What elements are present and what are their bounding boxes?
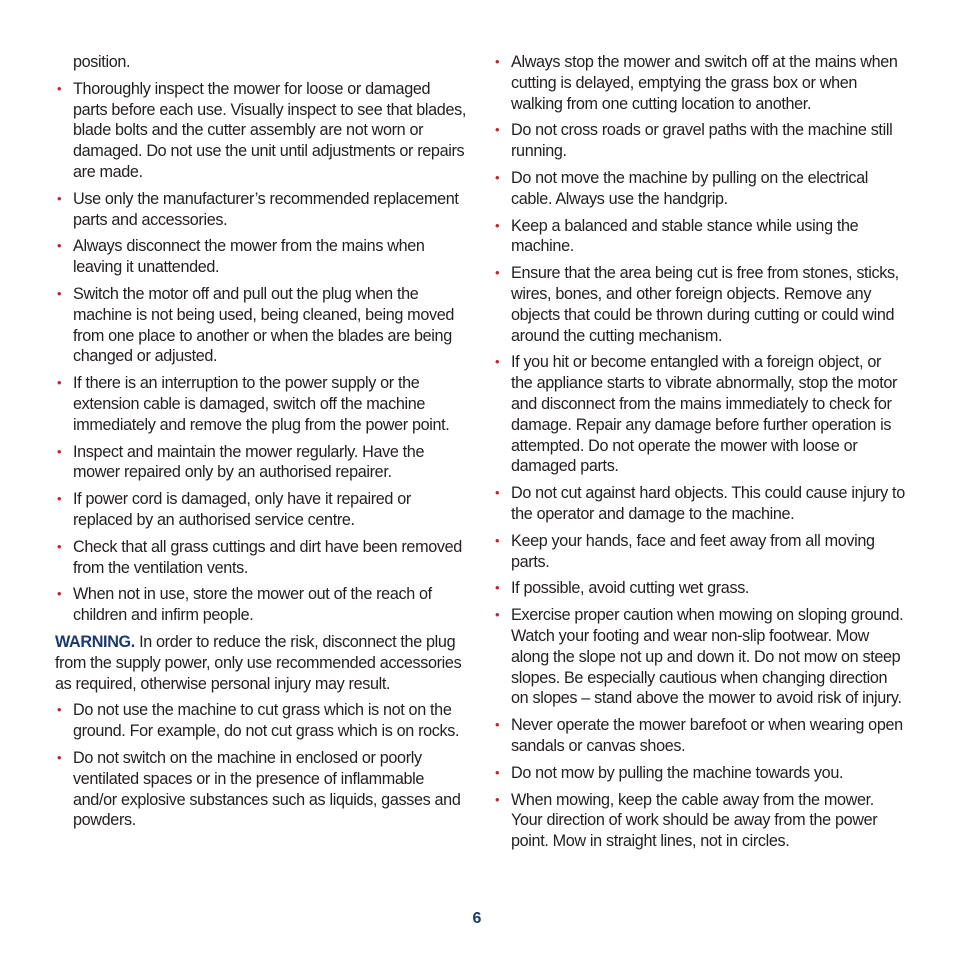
list-item <box>493 52 905 114</box>
bullet-icon: • <box>57 538 62 554</box>
list-item <box>55 584 467 626</box>
bullet-icon: • <box>57 586 62 602</box>
bullet-icon: • <box>495 265 500 281</box>
bullet-icon: • <box>495 122 500 138</box>
list-item <box>493 483 905 525</box>
list-item <box>55 284 467 367</box>
list-item-text: Never operate the mower barefoot or when wearing open sandals or canvas shoes. <box>511 716 903 755</box>
list-item-text: Inspect and maintain the mower regularly. Have the mower repaired only by an authorised repairer. <box>73 442 425 482</box>
bullet-icon: • <box>495 217 500 233</box>
bullet-icon: • <box>57 238 62 254</box>
bullet-icon: • <box>495 607 500 623</box>
bullet-icon: • <box>495 54 500 69</box>
bullet-icon: • <box>495 169 500 185</box>
list-item <box>55 700 467 742</box>
bullet-icon: • <box>57 285 62 301</box>
list-item <box>493 168 905 210</box>
list-item-text: Check that all grass cuttings and dirt have been removed from the ventilation vents. <box>73 537 462 577</box>
continuation-text: position. <box>73 53 131 71</box>
list-item-text: Do not mow by pulling the machine towards you. <box>511 763 844 782</box>
list-item-text: Ensure that the area being cut is free from stones, sticks, wires, bones, and other foreign objects. Remove any objects that could be thrown during cutting or could wind around the cutting mechanism. <box>511 264 899 345</box>
list-item <box>55 442 467 484</box>
list-item-text: Do not use the machine to cut grass which is not on the ground. For example, do not cut grass which is on rocks. <box>73 701 460 741</box>
bullet-icon: • <box>495 717 500 733</box>
list-item <box>493 352 905 477</box>
list-item <box>493 790 905 852</box>
bullet-icon: • <box>495 764 500 780</box>
list-item-text: If power cord is damaged, only have it repaired or replaced by an authorised service centre. <box>73 490 411 529</box>
list-item-text: Use only the manufacturer’s recommended replacement parts and accessories. <box>73 189 459 229</box>
bullet-icon: • <box>57 491 62 507</box>
bullet-icon: • <box>495 532 500 548</box>
bullet-icon: • <box>495 485 500 501</box>
list-item-text: Always disconnect the mower from the mains when leaving it unattended. <box>73 237 425 277</box>
list-item-text: Do not move the machine by pulling on the electrical cable. Always use the handgrip. <box>511 168 869 208</box>
list-item-text: Always stop the mower and switch off at the mains when cutting is delayed, emptying the grass box or when walking from one cutting location to another. <box>511 53 898 113</box>
list-item <box>55 489 467 531</box>
page-number: 6 <box>472 910 482 927</box>
list-item <box>55 373 467 435</box>
list-item-text: Keep a balanced and stable stance while using the machine. <box>511 216 859 256</box>
bullet-icon: • <box>57 80 62 96</box>
list-item-text: Do not cross roads or gravel paths with the machine still running. <box>511 121 893 161</box>
list-item-text: Keep your hands, face and feet away from all moving parts. <box>511 531 875 571</box>
list-item <box>55 537 467 579</box>
bullet-icon: • <box>57 443 62 459</box>
bullet-icon: • <box>57 375 62 391</box>
right-column <box>493 52 905 858</box>
list-item-text: When not in use, store the mower out of the reach of children and infirm people. <box>73 585 432 625</box>
list-item <box>493 120 905 162</box>
bullet-icon: • <box>495 354 500 370</box>
list-item-text: If you hit or become entangled with a foreign object, or the appliance starts to vibrate abnormally, stop the motor and disconnect from the mains immediately to check for damage. Repair any damage before further operation is attempted. Do not operate the mower with loose or damaged parts. <box>511 353 898 476</box>
list-item <box>55 236 467 278</box>
list-item <box>493 216 905 258</box>
list-item <box>493 531 905 573</box>
list-item <box>55 79 467 183</box>
bullet-icon: • <box>57 749 62 765</box>
warning-text: In order to reduce the risk, disconnect the plug from the supply power, only use recommended accessories as required, otherwise personal injury may result. <box>55 632 462 693</box>
bullet-icon: • <box>495 580 500 596</box>
list-item <box>55 189 467 231</box>
list-item-text: Do not cut against hard objects. This could cause injury to the operator and damage to the machine. <box>511 484 905 523</box>
list-item-text: If there is an interruption to the power supply or the extension cable is damaged, switch off the machine immediately and remove the plug from the power point. <box>73 374 450 434</box>
list-item <box>493 605 905 709</box>
left-column <box>55 52 467 837</box>
list-item-text: Exercise proper caution when mowing on sloping ground. Watch your footing and wear non-slip footwear. Mow along the slope not up and down it. Do not mow on steep slopes. Be especially cautious when changing direction on slopes – stand above the mower to avoid risk of injury. <box>511 606 904 708</box>
list-item-text: Thoroughly inspect the mower for loose or damaged parts before each use. Visually inspect to see that blades, blade bolts and the cutter assembly are not worn or damaged. Do not use the unit until adjustments or repairs are made. <box>73 79 466 181</box>
bullet-icon: • <box>495 791 500 807</box>
list-item-text: If possible, avoid cutting wet grass. <box>511 579 750 598</box>
list-item <box>493 263 905 346</box>
list-item <box>493 763 905 784</box>
warning-label: WARNING. <box>55 632 135 651</box>
list-item-text: When mowing, keep the cable away from the mower. Your direction of work should be away from the power point. Mow in straight lines, not in circles. <box>511 790 878 851</box>
bullet-icon: • <box>57 702 62 718</box>
list-item <box>55 748 467 831</box>
bullet-icon: • <box>57 190 62 206</box>
warning-paragraph <box>55 632 467 694</box>
list-item-text: Do not switch on the machine in enclosed or poorly ventilated spaces or in the presence of inflammable and/or explosive substances such as liquids, gasses and powders. <box>73 748 461 830</box>
list-item-text: Switch the motor off and pull out the plug when the machine is not being used, being cleaned, being moved from one place to another or when the blades are being changed or adjusted. <box>73 284 455 366</box>
list-item <box>493 715 905 757</box>
list-item <box>493 578 905 599</box>
